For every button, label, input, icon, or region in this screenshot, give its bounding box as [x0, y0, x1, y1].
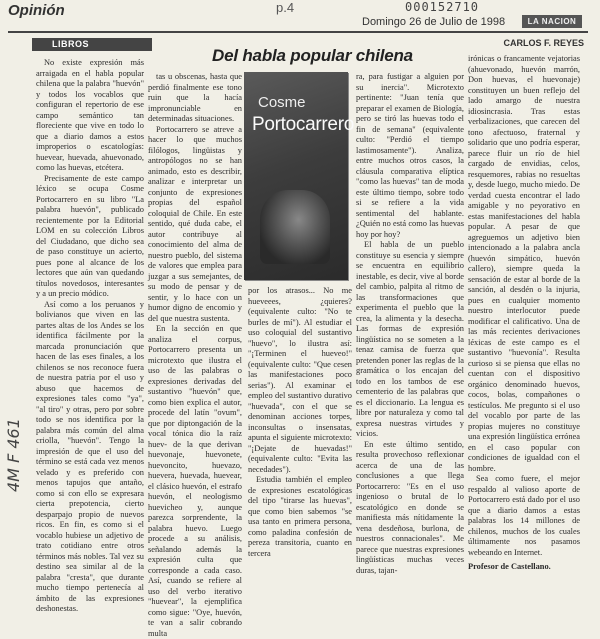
paragraph: No existe expresión más arraigada en el habla popular chilena que la palabra "huevón" y todos los vocablos que configuran el repertorio de ese campo semántico tan floreciente que vive en todo lo que a diario damos a estos improperios o escatologías: huevear, huevada, ahuevonado, como las huevas, etcétera.	[36, 58, 144, 172]
paragraph: El habla de un pueblo constituye su esencia y siempre se encuentra en equilibrio inestable, es decir, vive al borde del cambio, palpita al ritmo de las transformaciones que experimenta el pueblo que la crea, la alimenta y la desecha. Las formas de expresión lingüística no se someten a la tenaz camisa de fuerza que pretenden poner las reglas de la gramática o los encajan del todo en los tambos de ese cementerio de las palabras que es el diccionario. La lengua es libre por naturaleza y como tal expresa nuestras virtudes y vicios.	[356, 240, 464, 438]
section-label: LIBROS	[32, 38, 152, 51]
article-column-4	[356, 72, 464, 575]
header-rule	[8, 31, 588, 33]
paragraph: En este último sentido, resulta provechoso reflexionar acerca de una de las conclusiones a que llega Portocarrero: "Es en el uso ingenioso o brutal de lo escatológico en donde se manifiesta más nítidamente la vena desdeñosa, burlona, de nuestros connacionales". Me parece que nuestras expresiones lingüísticas muchas veces duras, tajan-	[356, 439, 464, 575]
paragraph: irónicas o francamente vejatorias (ahuevonado, huevón marrón, Don huevas, el huevonaje) constituyen un buen reflejo del lado amargo de nuestra idiosincrasia. Tras estas verbalizaciones, que carecen del tono afectuoso, fraternal y solidario que uno podría esperar, parece fluir un río de hiel cargado de envidias, celos, resquemores, rabias no resueltas y, desde luego, mucho miedo. De verdad cuesta encontrar el lado amigable y no peyorativo en estas manifestaciones del habla popular. A pesar de que agreguemos un adjetivo bien intencionado a la palabra ancla (huevón simpático, huevón callero), siempre queda la sensación de estar al borde de la sanción, al desdén o la injuria, pues en cualquier momento nuestro interlocutor puede modificar el calificativo. Una de las más recientes derivaciones léxicas de este campo es el sustantivo "huevonía". Resulta curioso si se piensa que ellas no cuentan con el dispositivo orgánico denominado huevos, cocos, bolas, compañones o testículos. Me pregunto si el uso del vocablo por parte de las propias mujeres no constituye una expresión lingüística errónea en el caso popular con condiciones de igualdad con el hombre.	[468, 54, 580, 473]
book-cover-image	[244, 72, 354, 280]
paragraph: por los atrasos... No me hueveees, ¿quieres? (equivalente culto: "No te burles de mí"). Al estudiar el uso coloquial del sustantivo "huevo", lo ilustra así: "¡Terminen el hueveo!" (equivalente culto: "Que cesen las manifestaciones poco serias"). Al examinar el empleo del sustantivo durativo "huevada", con el que se denominan acciones torpes, inconsultas o insensatas, apunta el siguiente microtexto: "¡Dejate de huevadas!" (equivalente culto: "Evita las necedades").	[248, 286, 352, 474]
article-author: CARLOS F. REYES	[503, 38, 584, 48]
article-column-1	[36, 58, 144, 613]
paragraph: ra, para fustigar a alguien por su inercia". Microtexto pertinente: "Juan tenía que preparar el examen de Biología, pero se tiró las huevas todo el fin de semana" (equivalente culto: "Perdió el tiempo lastimosamente"). Analiza, entre muchos otros casos, la cláusula comparativa elíptica "como las huevas" tan de moda este último tiempo, sobre todo si se refiere a la vida sentimental del hablante. ¿Quién no está como las huevas hoy por hoy?	[356, 72, 464, 239]
book-cover-illustration	[260, 190, 330, 264]
paragraph: Portocarrero se atreve a hacer lo que muchos filólogos, lingüistas y antropólogos no se han animado, esto es describir, analizar e interpretar un conjunto de expresiones propias del español coloquial de Chile. En este sentido, qué duda cabe, el autor contribuye al conocimiento del alma de nuestro pueblo, del sistema de valores que emplea para juzgar a sus semejantes, de su modo de pensar y de sentir, y lo hace con un humor digno de encomio y del que nuestra sustenta.	[148, 124, 242, 323]
article-column-2	[148, 72, 242, 638]
paragraph: Estudia también el empleo de expresiones escatológicas del tipo "tirarse las huevas", que como bien sabemos "se usa tanto en primera persona, como paladina confesión de pereza transitoria, cuanto en tercera	[248, 475, 352, 558]
paragraph: Precisamente de este campo léxico se ocupa Cosme Portocarrero en su libro "La palabra huevón", publicado recientemente por la Editorial LOM en su colección Libros del Ciudadano, que dicho sea de paso constituye un acierto, pues pone al alcance de los lectores que aún van quedando títulos novedosos, interesantes y a un precio módico.	[36, 173, 144, 298]
paragraph: Así como a los peruanos y bolivianos que viven en las partes altas de los Andes se los identifica fácilmente por la marcada pronunciación que hacen de las eses finales, a los chilenos se nos reconoce fuera de nuestra patria por el uso y abuso que hacemos de expresiones tales como "ya", "al tiro" y otras, pero por sobre todo se nos identifica por la palabra más común del alma criolla, "huevón". Tengo la impresión de que el uso del término se está cada vez menos velado y es preferido con menos tapujos que antaño, como si con ello se expresara cierta prepotencia, cierto desparpajo propio de nuevos ricos. En fin, es como si el vocablo hubiese un adjetivo de trato cotidiano entre otros términos más nobles. Tal vez su destino sea similar al de la palabra "cresta", que durante mucho tiempo pertenecía al ámbito de las expresiones deshonestas.	[36, 299, 144, 613]
handwritten-margin-note: 4M F 461	[4, 418, 23, 492]
article-headline: Del habla popular chilena	[212, 46, 413, 65]
paragraph: Sea como fuere, el mejor respaldo al valioso aporte de Portocarrero está dado por el uso que a diario damos a estas palabras los 14 millones de chilenos, muchos de los cuales últimamente nos pasamos webeando en Internet.	[468, 474, 580, 557]
archive-number: 000152710	[405, 0, 480, 14]
section-title: Opinión	[8, 2, 65, 19]
paragraph: tas u obscenas, hasta que perdió finalmente ese tono ruin que la hacía impronunciable en determinadas situaciones.	[148, 72, 242, 123]
publication-date: Domingo 26 de Julio de 1998	[362, 16, 506, 28]
article-column-3	[248, 286, 352, 558]
paragraph: En la sección en que analiza el corpus, Portocarrero presenta un microtexto que ilustra el uso de las palabras o expresiones derivadas del sustantivo "huevón" que, como bien explica el autor, procede del latín "ovum", que por diptongación de la vocal tónica dio la raíz huev- de la que derivan huevonaje, huevonete, huevoncito, huevazo, huevera, huevada, huevear, el clásico huevón, el estrafo huevón, el neologismo huevicheo y, aunque parezca sorprendente, la palabra huevo. Luego procede a su análisis, señalando además la expresión culta que corresponde a cada caso. Así, cuando se refiere al uso del verbo iterativo "huevear", la ejemplifica como sigue: "Oye, huevón, te van a salir cobrando multa	[148, 324, 242, 638]
book-cover-author: Cosme	[258, 94, 306, 111]
newspaper-logo: LA NACION	[522, 15, 582, 28]
author-signoff: Profesor de Castellano.	[468, 562, 551, 571]
page-number-annotation: p.4	[276, 0, 295, 15]
article-column-5	[468, 54, 580, 571]
book-cover-title: Portocarrero	[252, 114, 354, 135]
